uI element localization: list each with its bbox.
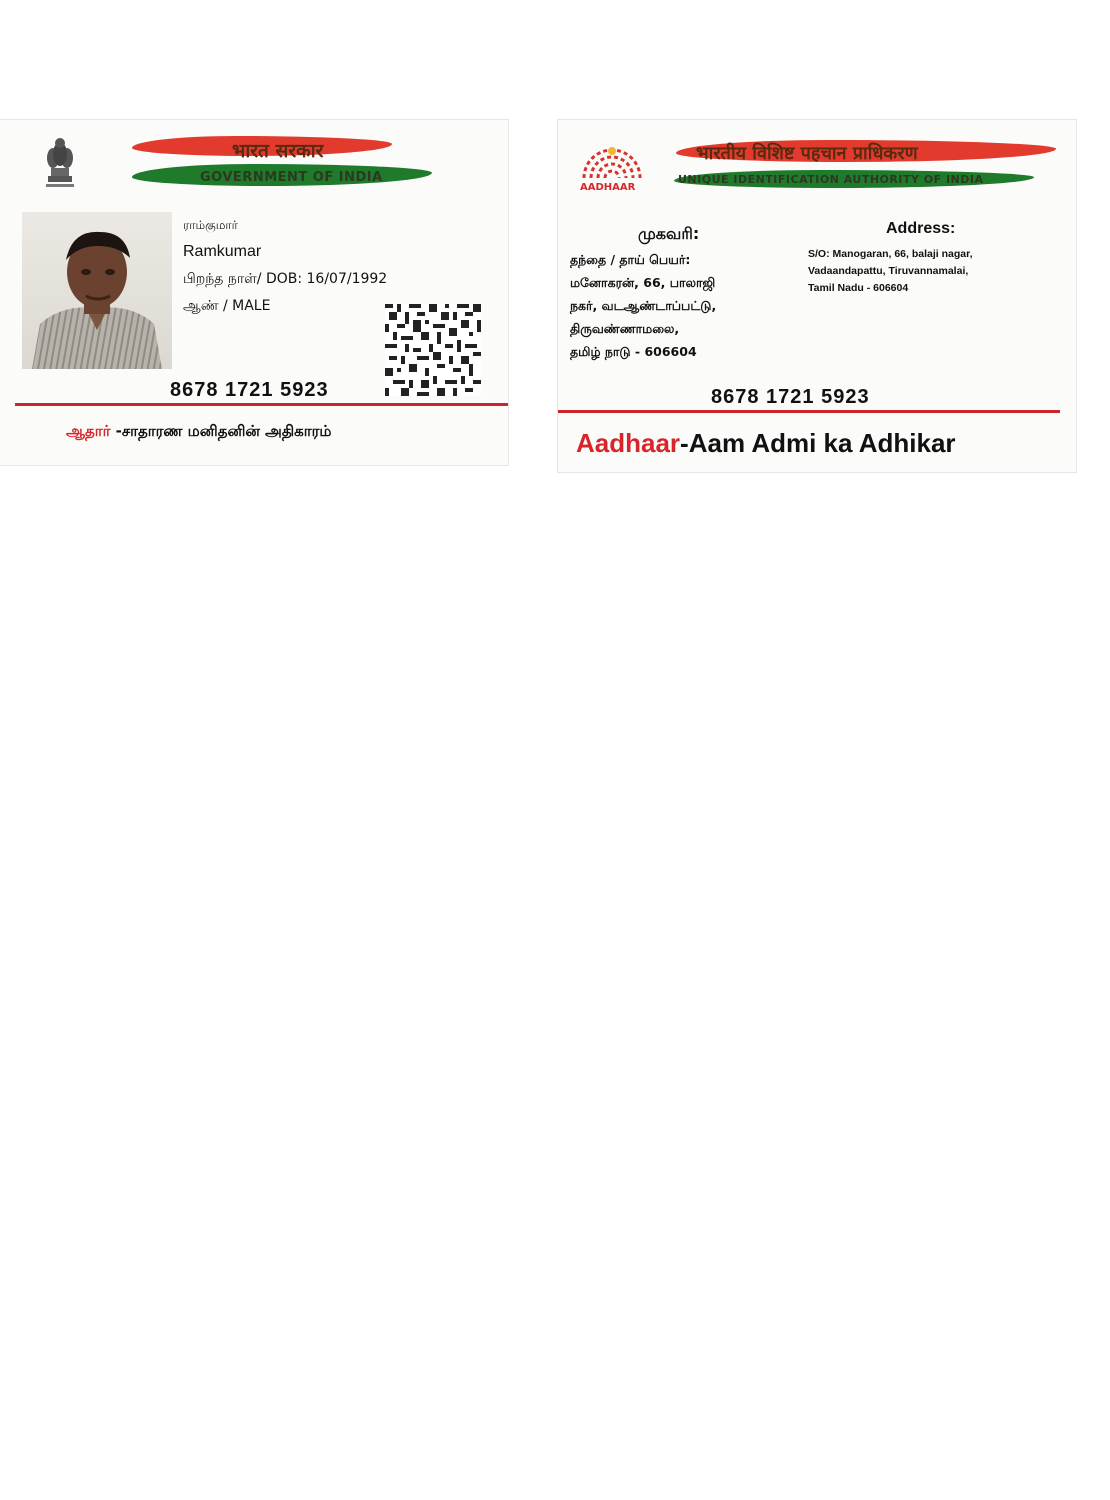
aadhaar-number: 8678 1721 5923	[711, 386, 870, 408]
tagline-text: -Aam Admi ka Adhikar	[680, 428, 956, 458]
address-english	[808, 246, 1058, 297]
tagline-highlight: ஆதார்	[66, 422, 111, 440]
address-heading-tamil: முகவரி:	[638, 224, 700, 243]
tagline-text: -சாதாரண மனிதனின் அதிகாரம்	[110, 422, 332, 440]
aadhaar-card-back	[558, 120, 1076, 472]
holder-name-tamil: ராம்குமார்	[183, 218, 238, 232]
address-tamil-line: மனோகரன், 66, பாலாஜி	[570, 275, 716, 290]
back-tagline	[576, 428, 956, 459]
address-tamil-line: நகர், வடஆண்டாப்பட்டு,	[570, 298, 717, 313]
government-english-title: GOVERNMENT OF INDIA	[200, 170, 383, 185]
authority-english-title: UNIQUE IDENTIFICATION AUTHORITY OF INDIA	[678, 173, 984, 186]
divider-line	[15, 403, 508, 406]
holder-gender: ஆண் / MALE	[183, 298, 271, 314]
address-english-line: S/O: Manogaran, 66, balaji nagar,	[808, 248, 973, 260]
aadhaar-card-front	[0, 120, 508, 465]
address-heading: Address:	[886, 220, 956, 237]
authority-hindi-title: भारतीय विशिष्ट पहचान प्राधिकरण	[696, 143, 918, 164]
front-tagline	[66, 422, 331, 442]
holder-photo	[22, 212, 172, 369]
address-tamil	[570, 248, 785, 363]
address-tamil-line: திருவண்ணாமலை,	[570, 321, 680, 336]
government-hindi-title: भारत सरकार	[232, 140, 324, 162]
address-tamil-line: தமிழ் நாடு - 606604	[570, 344, 697, 359]
aadhaar-number: 8678 1721 5923	[170, 379, 329, 401]
ashoka-emblem-icon	[40, 132, 80, 190]
aadhaar-logo-label: AADHAAR	[580, 182, 636, 193]
divider-line	[558, 410, 1060, 413]
holder-dob: பிறந்த நாள்/ DOB: 16/07/1992	[183, 271, 388, 287]
qr-code	[385, 304, 481, 396]
address-english-line: Vadaandapattu, Tiruvannamalai,	[808, 265, 969, 277]
address-tamil-line: தந்தை / தாய் பெயர்:	[570, 252, 691, 267]
tagline-highlight: Aadhaar	[576, 428, 681, 458]
holder-name: Ramkumar	[183, 243, 262, 260]
address-english-line: Tamil Nadu - 606604	[808, 282, 909, 294]
